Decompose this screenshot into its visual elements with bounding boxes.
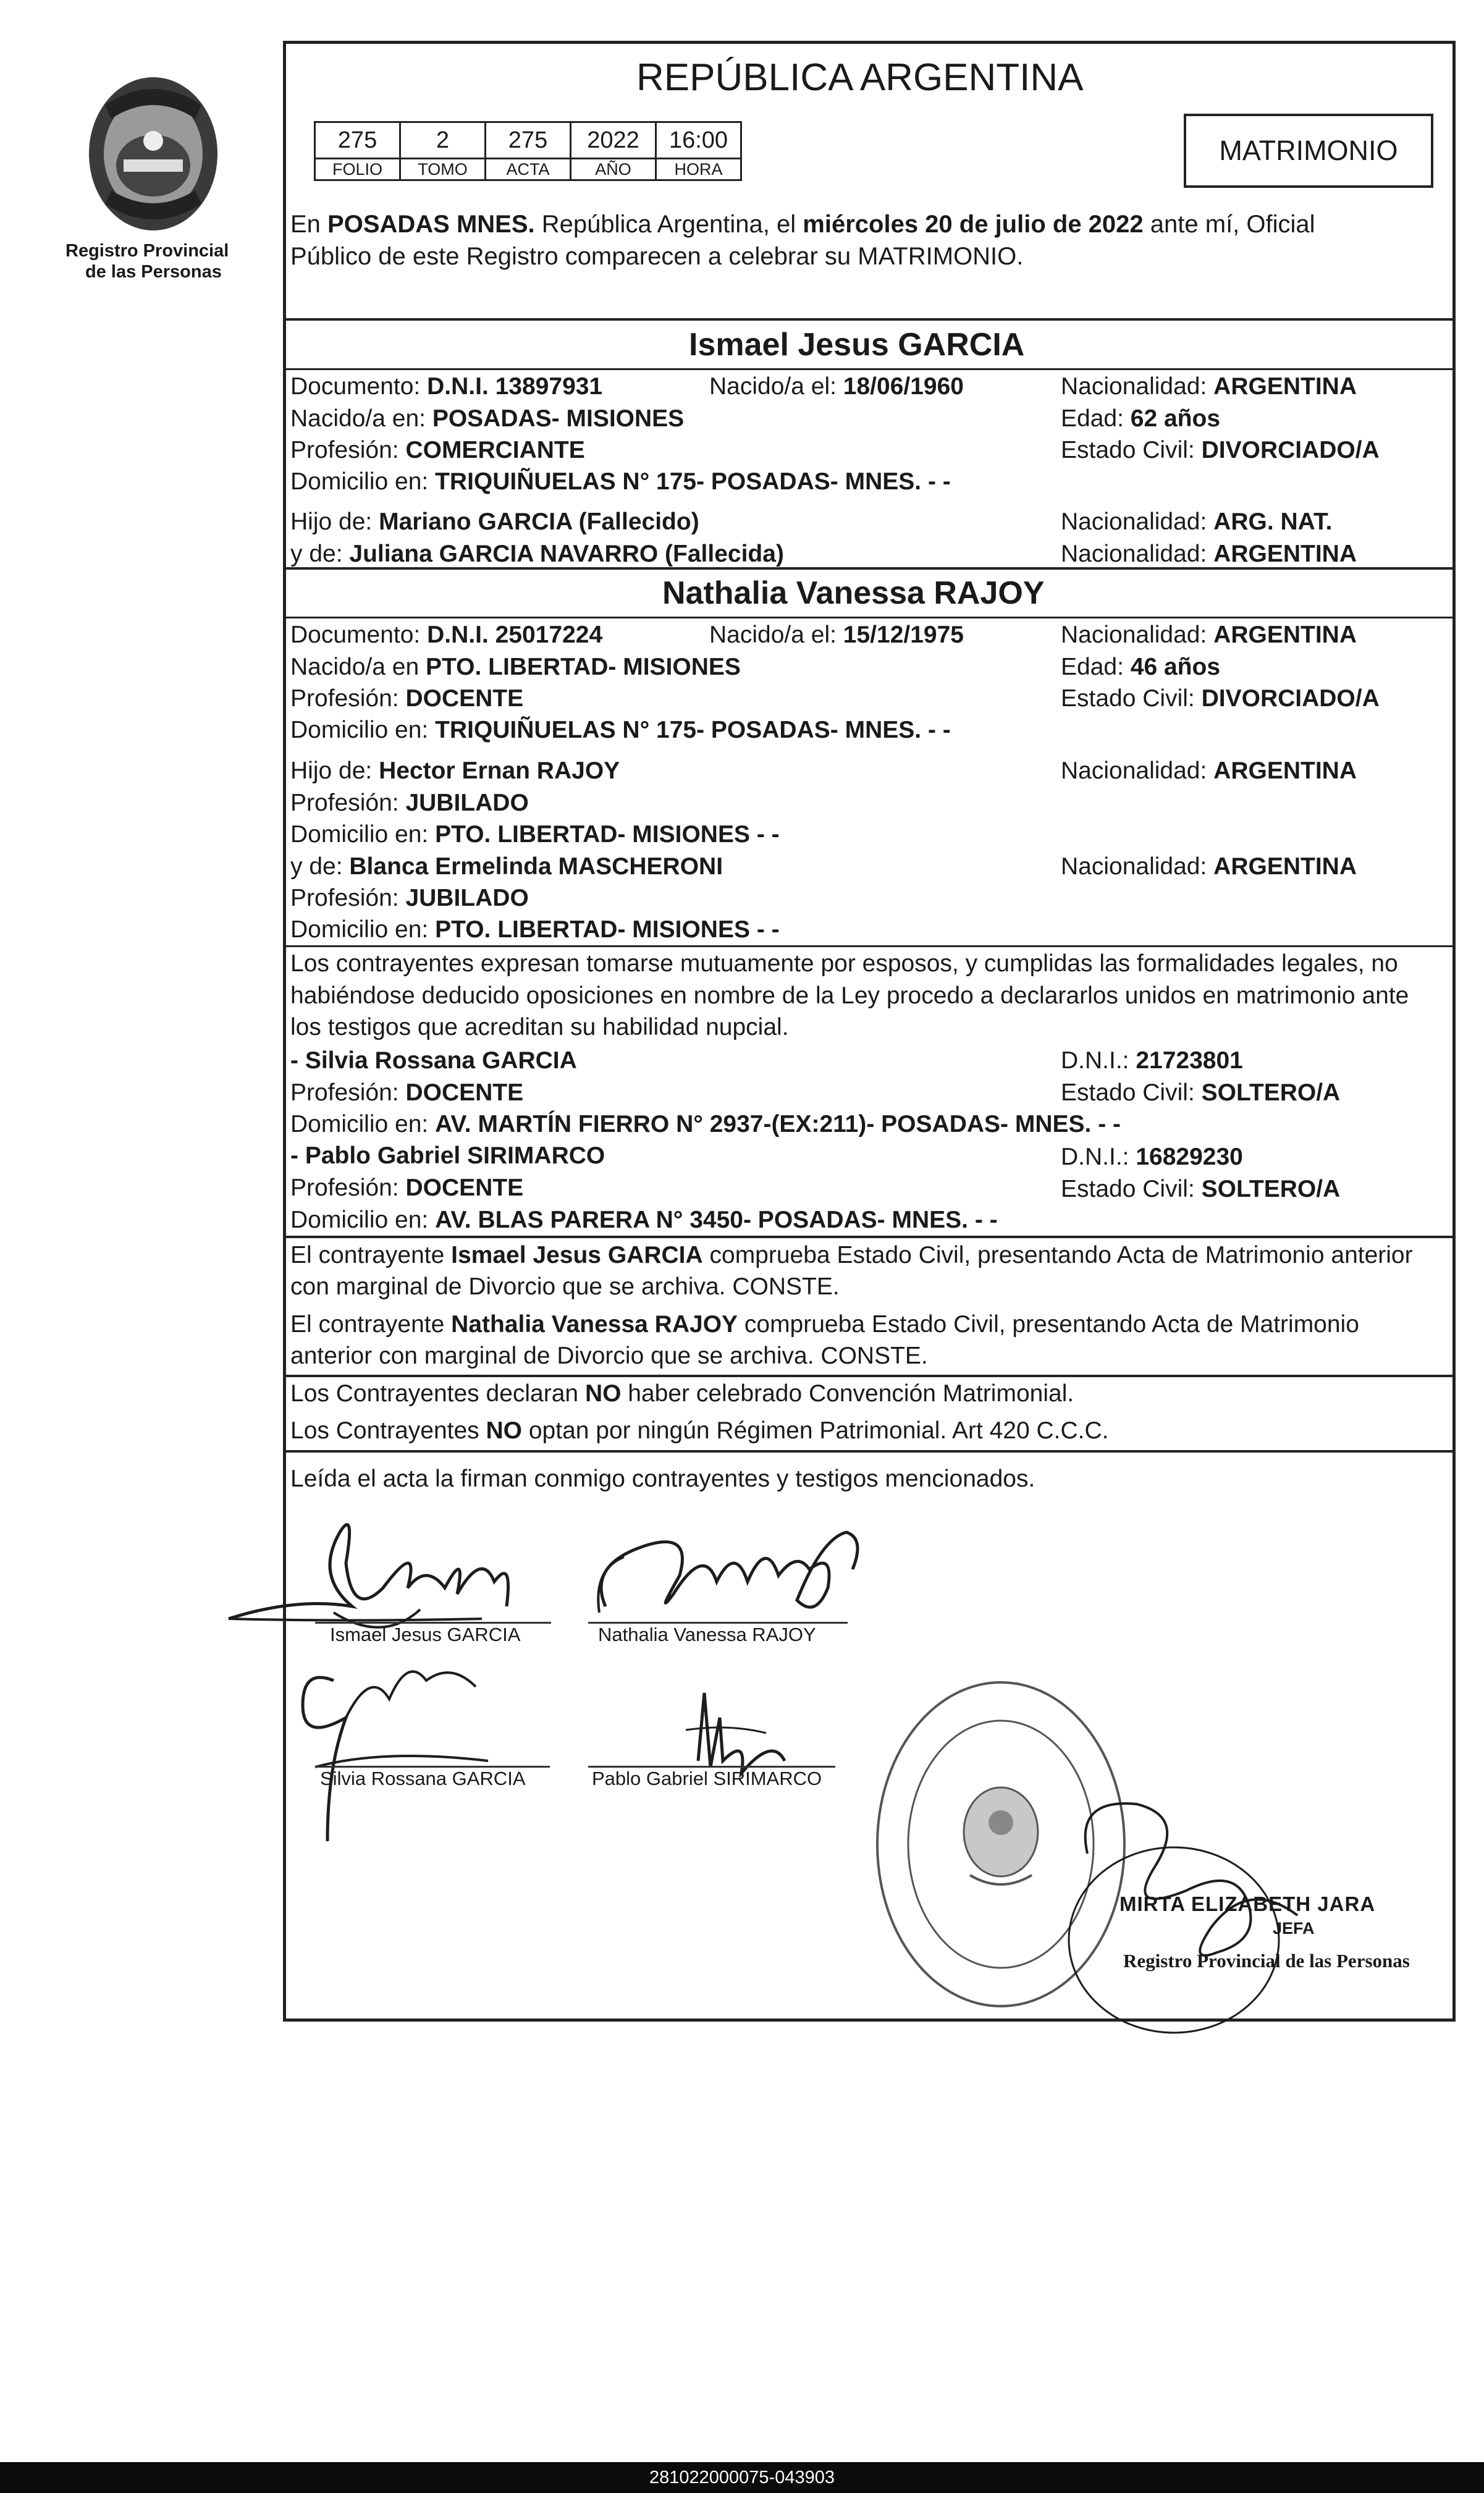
hour-value: 16:00 — [655, 121, 742, 159]
note-spouse2-line2: anterior con marginal de Divorcio que se archiva. CONSTE. — [290, 1343, 928, 1369]
registry-name-line1: Registro Provincial — [65, 241, 229, 261]
witness1-profession: Profesión: DOCENTE — [290, 1079, 524, 1106]
witness1-address: Domicilio en: AV. MARTÍN FIERRO N° 2937-(EX:211)- POSADAS- MNES. - - — [290, 1111, 1121, 1137]
closing-statement: Leída el acta la firman conmigo contrayentes y testigos mencionados. — [290, 1466, 1035, 1492]
spouse2-father-address: Domicilio en: PTO. LIBERTAD- MISIONES - - — [290, 821, 780, 848]
spouse2-profession: Profesión: DOCENTE — [290, 685, 524, 712]
tomo-label: TOMO — [399, 158, 486, 181]
spouse1-mother-nationality: Nacionalidad: ARGENTINA — [1061, 541, 1357, 567]
divider — [283, 368, 1456, 370]
spouse2-doc: Documento: D.N.I. 25017224 — [290, 622, 603, 648]
witness1-civil-status: Estado Civil: SOLTERO/A — [1061, 1079, 1341, 1106]
document-code: 281022000075-043903 — [0, 2462, 1484, 2493]
spouse2-mother-address: Domicilio en: PTO. LIBERTAD- MISIONES - - — [290, 916, 780, 943]
spouse1-age: Edad: 62 años — [1061, 405, 1221, 432]
divider — [283, 945, 1456, 947]
spouse2-age: Edad: 46 años — [1061, 654, 1221, 680]
divider — [283, 1375, 1456, 1377]
regime-line1: Los Contrayentes declaran NO haber celebrado Convención Matrimonial. — [290, 1380, 1074, 1407]
certificate-type-box: MATRIMONIO — [1184, 114, 1433, 188]
note-spouse1-line1: El contrayente Ismael Jesus GARCIA comprueba Estado Civil, presentando Acta de Matrimonio anterior — [290, 1242, 1413, 1268]
country-title: REPÚBLICA ARGENTINA — [636, 56, 1084, 99]
witness1-dni: D.N.I.: 21723801 — [1061, 1047, 1243, 1074]
spouse1-mother: y de: Juliana GARCIA NAVARRO (Fallecida) — [290, 541, 784, 567]
signature-spouse2 — [581, 1514, 865, 1637]
divider — [283, 1236, 1456, 1238]
divider — [283, 617, 1456, 618]
spouse1-address: Domicilio en: TRIQUIÑUELAS N° 175- POSADAS- MNES. - - — [290, 468, 951, 495]
witness2-civil-status: Estado Civil: SOLTERO/A — [1061, 1176, 1341, 1202]
signature-caption-spouse2: Nathalia Vanessa RAJOY — [598, 1624, 816, 1645]
divider — [283, 1450, 1456, 1453]
intro-line2: Público de este Registro comparecen a celebrar su MATRIMONIO. — [290, 243, 1024, 270]
spouse1-civil-status: Estado Civil: DIVORCIADO/A — [1061, 437, 1380, 463]
regime-line2: Los Contrayentes NO optan por ningún Régimen Patrimonial. Art 420 C.C.C. — [290, 1417, 1109, 1444]
spouse2-mother: y de: Blanca Ermelinda MASCHERONI — [290, 853, 723, 880]
official-organization: Registro Provincial de las Personas — [1123, 1950, 1410, 1972]
spouse1-birth-date: Nacido/a el: 18/06/1960 — [709, 373, 964, 400]
spouse2-civil-status: Estado Civil: DIVORCIADO/A — [1061, 685, 1380, 712]
spouse1-name: Ismael Jesus GARCIA — [689, 327, 1025, 363]
tomo-value: 2 — [399, 121, 486, 159]
note-spouse2-line1: El contrayente Nathalia Vanessa RAJOY comprueba Estado Civil, presentando Acta de Matrimonio — [290, 1311, 1359, 1338]
divider — [283, 318, 1456, 321]
spouse1-father: Hijo de: Mariano GARCIA (Fallecido) — [290, 508, 699, 535]
signature-caption-spouse1: Ismael Jesus GARCIA — [330, 1624, 521, 1645]
divider — [283, 567, 1456, 570]
spouse1-father-nationality: Nacionalidad: ARG. NAT. — [1061, 508, 1333, 535]
note-spouse1-line2: con marginal de Divorcio que se archiva. CONSTE. — [290, 1273, 840, 1300]
spouse2-father-profession: Profesión: JUBILADO — [290, 790, 529, 816]
spouse2-birth-place: Nacido/a en PTO. LIBERTAD- MISIONES — [290, 654, 741, 680]
signature-witness1 — [290, 1643, 513, 1854]
folio-label: FOLIO — [314, 158, 401, 181]
signature-spouse1 — [222, 1495, 568, 1643]
spouse1-nationality: Nacionalidad: ARGENTINA — [1061, 373, 1357, 400]
year-label: AÑO — [570, 158, 657, 181]
acta-label: ACTA — [484, 158, 571, 181]
province-seal-logo — [80, 73, 226, 235]
year-value: 2022 — [570, 121, 657, 159]
spouse2-nationality: Nacionalidad: ARGENTINA — [1061, 622, 1357, 648]
spouse1-birth-place: Nacido/a en: POSADAS- MISIONES — [290, 405, 685, 432]
spouse2-father-nationality: Nacionalidad: ARGENTINA — [1061, 757, 1357, 784]
hour-label: HORA — [655, 158, 742, 181]
declaration-line3: los testigos que acreditan su habilidad nupcial. — [290, 1014, 789, 1040]
witness1-name: - Silvia Rossana GARCIA — [290, 1047, 577, 1074]
spouse2-father: Hijo de: Hector Ernan RAJOY — [290, 757, 620, 784]
intro-line1: En POSADAS MNES. República Argentina, el miércoles 20 de julio de 2022 ante mí, Oficial — [290, 211, 1315, 238]
official-role: JEFA — [1273, 1919, 1315, 1938]
spouse2-address: Domicilio en: TRIQUIÑUELAS N° 175- POSADAS- MNES. - - — [290, 717, 951, 743]
folio-value: 275 — [314, 121, 401, 159]
witness2-profession: Profesión: DOCENTE — [290, 1175, 524, 1201]
spouse1-doc: Documento: D.N.I. 13897931 — [290, 373, 603, 400]
signature-caption-witness1: Silvia Rossana GARCIA — [320, 1768, 526, 1789]
acta-value: 275 — [484, 121, 571, 159]
registry-name-line2: de las Personas — [85, 262, 222, 282]
signature-caption-witness2: Pablo Gabriel SIRIMARCO — [592, 1768, 822, 1789]
declaration-line2: habiéndose deducido oposiciones en nombre de la Ley procedo a declararlos unidos en matrimonio ante — [290, 982, 1409, 1009]
declaration-line1: Los contrayentes expresan tomarse mutuamente por esposos, y cumplidas las formalidades legales, no — [290, 950, 1398, 977]
spouse2-name: Nathalia Vanessa RAJOY — [662, 575, 1045, 611]
spouse2-birth-date: Nacido/a el: 15/12/1975 — [709, 622, 964, 648]
spouse2-mother-profession: Profesión: JUBILADO — [290, 885, 529, 911]
witness2-dni: D.N.I.: 16829230 — [1061, 1144, 1243, 1170]
witness2-name: - Pablo Gabriel SIRIMARCO — [290, 1142, 605, 1169]
spouse1-profession: Profesión: COMERCIANTE — [290, 437, 585, 463]
witness2-address: Domicilio en: AV. BLAS PARERA N° 3450- POSADAS- MNES. - - — [290, 1207, 998, 1233]
official-name: MIRTA ELIZABETH JARA — [1119, 1892, 1376, 1915]
spouse2-mother-nationality: Nacionalidad: ARGENTINA — [1061, 853, 1357, 880]
